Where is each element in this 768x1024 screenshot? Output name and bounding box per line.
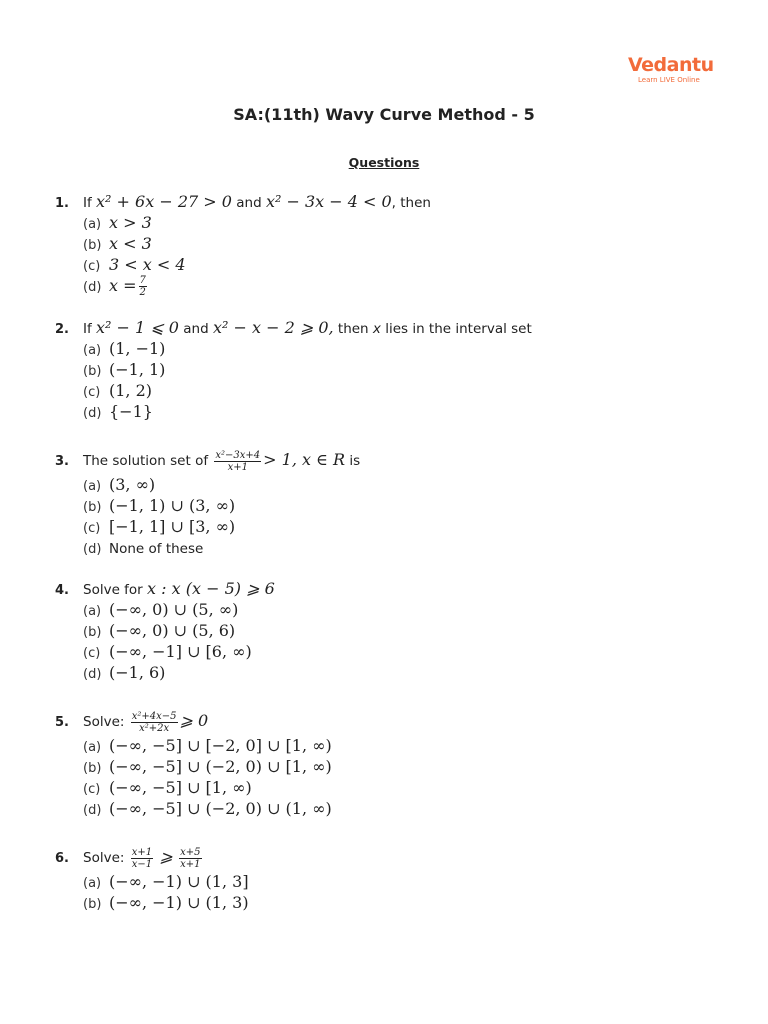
option-value: (−∞, −5] ∪ [−2, 0] ∪ [1, ∞)	[109, 736, 332, 755]
option-d	[55, 662, 745, 683]
option-value: (3, ∞)	[109, 475, 156, 494]
question-stem	[55, 843, 745, 871]
option-d	[55, 275, 745, 296]
page-title: SA:(11th) Wavy Curve Method - 5	[233, 105, 535, 124]
fraction	[179, 847, 201, 870]
option-value: (−1, 6)	[109, 663, 166, 682]
logo-tagline: Learn LIVE Online	[638, 76, 700, 84]
stem-text: lies in the interval set	[380, 321, 532, 337]
option-value: (−1, 1)	[109, 360, 166, 379]
stem-text: and	[231, 195, 266, 211]
stem-text: , then	[391, 195, 431, 211]
stem-text: The solution set of	[83, 453, 213, 469]
option-label: (a)	[83, 217, 102, 232]
stem-math: ⩾ 0	[179, 711, 209, 730]
stem-math: x² − 3x − 4 < 0	[265, 192, 392, 211]
option-a	[55, 212, 745, 233]
option-label: (d)	[83, 406, 102, 421]
fraction-numerator: 7	[139, 275, 146, 286]
fraction-numerator: x²+4x−5	[131, 710, 177, 722]
option-value: 3 < x < 4	[109, 255, 186, 274]
question-number: 4.	[55, 583, 69, 598]
page-bottom-whitespace	[0, 914, 768, 1024]
stem-text: Solve:	[83, 850, 129, 866]
fraction	[131, 711, 178, 734]
option-value: [−1, 1] ∪ [3, ∞)	[109, 517, 236, 536]
fraction-denominator: x+1	[180, 858, 201, 870]
option-value: {−1}	[109, 402, 153, 421]
option-d	[55, 401, 745, 422]
fraction	[214, 450, 261, 473]
option-label: (b)	[83, 625, 102, 640]
option-c	[55, 380, 745, 401]
question-stem	[55, 317, 745, 338]
option-b	[55, 756, 745, 777]
stem-text: Solve:	[83, 714, 129, 730]
fraction-numerator: x+1	[131, 846, 153, 858]
question-number: 3.	[55, 454, 69, 469]
question-number: 2.	[55, 322, 69, 337]
option-label: (c)	[83, 521, 101, 536]
option-value: (−∞, −5] ∪ [1, ∞)	[109, 778, 252, 797]
option-label: (b)	[83, 761, 102, 776]
option-b	[55, 620, 745, 641]
option-d	[55, 537, 745, 558]
fraction-numerator: x+5	[180, 846, 201, 858]
option-label: (d)	[83, 280, 102, 295]
stem-text: If	[83, 321, 97, 337]
option-value: (−1, 1) ∪ (3, ∞)	[109, 496, 236, 515]
option-value: (−∞, −1) ∪ (1, 3]	[109, 872, 249, 891]
option-c	[55, 777, 745, 798]
option-b	[55, 233, 745, 254]
stem-text: If	[83, 195, 97, 211]
question-5	[55, 707, 745, 819]
option-a	[55, 338, 745, 359]
option-value: (1, −1)	[109, 339, 166, 358]
stem-math: x² − 1 ⩽ 0	[96, 318, 179, 337]
option-label: (a)	[83, 740, 102, 755]
vedantu-logo	[628, 54, 714, 88]
option-label: (c)	[83, 782, 101, 797]
option-b	[55, 359, 745, 380]
stem-text: Solve for	[83, 582, 148, 598]
stem-math: x² + 6x − 27 > 0	[96, 192, 232, 211]
logo-name: Vedantu	[628, 54, 714, 76]
option-label: (b)	[83, 500, 102, 515]
question-4	[55, 578, 745, 683]
option-label: (a)	[83, 604, 102, 619]
option-b	[55, 495, 745, 516]
question-number: 5.	[55, 715, 69, 730]
option-value: x =	[109, 276, 137, 295]
question-number: 1.	[55, 196, 69, 211]
option-label: (d)	[83, 803, 102, 818]
option-a	[55, 871, 745, 892]
fraction-denominator: x+1	[227, 461, 248, 473]
question-number: 6.	[55, 851, 69, 866]
question-2	[55, 317, 745, 422]
fraction	[139, 275, 147, 298]
option-value: (1, 2)	[109, 381, 153, 400]
option-label: (a)	[83, 479, 102, 494]
question-stem	[55, 446, 745, 474]
option-c	[55, 641, 745, 662]
question-3	[55, 446, 745, 558]
stem-text: then	[333, 321, 373, 337]
option-label: (a)	[83, 876, 102, 891]
fraction-denominator: x−1	[131, 858, 153, 870]
option-label: (b)	[83, 897, 102, 912]
option-label: (c)	[83, 259, 101, 274]
stem-variable: x	[372, 321, 381, 337]
option-d	[55, 798, 745, 819]
option-value: (−∞, −5] ∪ (−2, 0) ∪ [1, ∞)	[109, 757, 332, 776]
fraction-denominator: 2	[139, 287, 146, 298]
option-value: (−∞, 0) ∪ (5, 6)	[109, 621, 236, 640]
option-value: x > 3	[109, 213, 152, 232]
option-value: None of these	[109, 541, 204, 557]
option-c	[55, 516, 745, 537]
option-value: (−∞, −1] ∪ [6, ∞)	[109, 642, 252, 661]
question-stem	[55, 578, 745, 599]
section-heading: Questions	[348, 155, 420, 170]
stem-math: > 1, x ∈ R	[263, 450, 346, 469]
stem-math: x : x (x − 5) ⩾ 6	[147, 579, 275, 598]
option-label: (b)	[83, 364, 102, 379]
option-label: (a)	[83, 343, 102, 358]
option-c	[55, 254, 745, 275]
option-value: (−∞, −1) ∪ (1, 3)	[109, 893, 249, 912]
option-label: (c)	[83, 646, 101, 661]
option-label: (d)	[83, 542, 102, 557]
option-a	[55, 474, 745, 495]
question-1	[55, 191, 745, 296]
option-value: (−∞, 0) ∪ (5, ∞)	[109, 600, 239, 619]
stem-math: ⩾	[159, 847, 173, 866]
question-stem	[55, 191, 745, 212]
fraction-denominator: x²+2x	[139, 722, 170, 734]
fraction-numerator: x²−3x+4	[215, 449, 261, 461]
option-label: (b)	[83, 238, 102, 253]
stem-math: x² − x − 2 ⩾ 0,	[212, 318, 334, 337]
question-6	[55, 843, 745, 913]
option-a	[55, 599, 745, 620]
fraction	[131, 847, 153, 870]
stem-text: and	[178, 321, 213, 337]
stem-text: is	[345, 453, 361, 469]
option-value: x < 3	[109, 234, 152, 253]
option-value: (−∞, −5] ∪ (−2, 0) ∪ (1, ∞)	[109, 799, 332, 818]
option-label: (d)	[83, 667, 102, 682]
option-label: (c)	[83, 385, 101, 400]
question-stem	[55, 707, 745, 735]
option-a	[55, 735, 745, 756]
option-b	[55, 892, 745, 913]
